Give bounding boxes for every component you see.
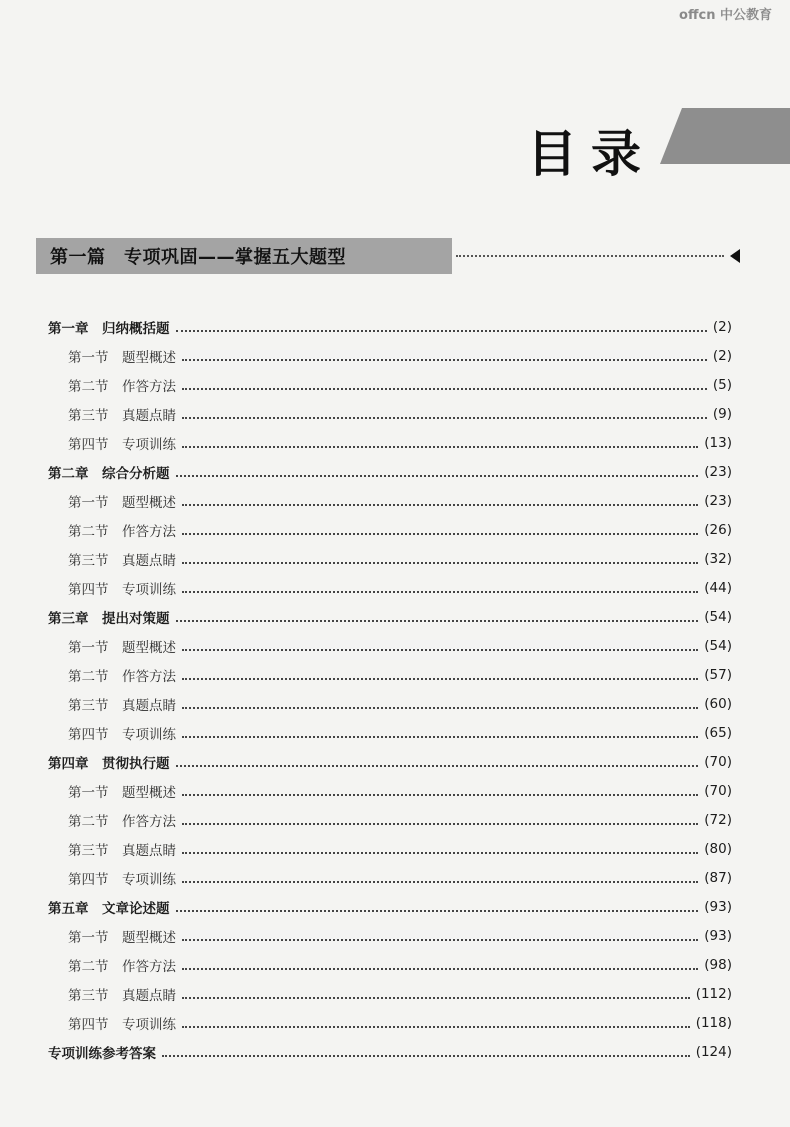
toc-entry-label: 第二节 作答方法	[68, 813, 176, 830]
toc-entry-page: (93)	[704, 898, 732, 915]
toc-entry-page: (5)	[712, 376, 732, 393]
toc-entry-label: 第一节 题型概述	[68, 494, 176, 511]
toc-entry-label: 第二章 综合分析题	[48, 465, 170, 482]
toc-entry-page: (2)	[712, 347, 732, 364]
toc-entry-page: (98)	[704, 956, 732, 973]
toc-section-row[interactable]	[48, 863, 732, 892]
toc-entry-page: (2)	[712, 318, 732, 335]
toc-section-row[interactable]	[48, 921, 732, 950]
toc-entry-label: 第一节 题型概述	[68, 784, 176, 801]
toc-entry-label: 第一节 题型概述	[68, 349, 176, 366]
leader-dots	[182, 504, 698, 506]
toc-entry-label: 第一节 题型概述	[68, 929, 176, 946]
toc-entry-label: 第三节 真题点睛	[68, 552, 176, 569]
part-leader-dots	[456, 255, 724, 257]
toc-chapter-row[interactable]	[48, 892, 732, 921]
toc-entry-label: 第四节 专项训练	[68, 871, 176, 888]
leader-dots	[182, 852, 698, 854]
toc-entry-label: 第三节 真题点睛	[68, 987, 176, 1004]
leader-dots	[182, 678, 698, 680]
toc-entry-label: 第四章 贯彻执行题	[48, 755, 170, 772]
toc-section-row[interactable]	[48, 1008, 732, 1037]
leader-dots	[182, 533, 698, 535]
part-heading-box	[36, 238, 452, 274]
toc-section-row[interactable]	[48, 660, 732, 689]
toc-list	[48, 312, 732, 1066]
brand-logo: offcn 中公教育	[679, 8, 772, 23]
toc-entry-page: (118)	[695, 1014, 732, 1031]
toc-entry-label: 第二节 作答方法	[68, 958, 176, 975]
toc-section-row[interactable]	[48, 689, 732, 718]
toc-entry-label: 第一节 题型概述	[68, 639, 176, 656]
leader-dots	[182, 794, 698, 796]
toc-chapter-row[interactable]	[48, 312, 732, 341]
toc-section-row[interactable]	[48, 544, 732, 573]
leader-dots	[182, 388, 707, 390]
toc-entry-page: (13)	[704, 434, 732, 451]
page-title: 目录	[527, 124, 655, 183]
leader-dots	[176, 620, 699, 622]
toc-entry-label: 第四节 专项训练	[68, 436, 176, 453]
leader-dots	[182, 968, 698, 970]
toc-entry-page: (80)	[704, 840, 732, 857]
toc-section-row[interactable]	[48, 834, 732, 863]
toc-section-row[interactable]	[48, 718, 732, 747]
toc-entry-page: (23)	[704, 463, 732, 480]
title-block	[0, 108, 790, 188]
toc-chapter-row[interactable]	[48, 457, 732, 486]
toc-section-row[interactable]	[48, 573, 732, 602]
toc-section-row[interactable]	[48, 950, 732, 979]
part-heading	[36, 238, 740, 274]
toc-entry-label: 第四节 专项训练	[68, 1016, 176, 1033]
toc-section-row[interactable]	[48, 428, 732, 457]
toc-entry-label: 第二节 作答方法	[68, 378, 176, 395]
toc-section-row[interactable]	[48, 776, 732, 805]
toc-entry-page: (72)	[704, 811, 732, 828]
leader-dots	[182, 591, 698, 593]
toc-entry-page: (54)	[704, 637, 732, 654]
arrow-left-icon	[730, 249, 740, 263]
leader-dots	[182, 939, 698, 941]
part-heading-label: 第一篇 专项巩固——掌握五大题型	[50, 247, 346, 268]
leader-dots	[176, 765, 699, 767]
toc-section-row[interactable]	[48, 399, 732, 428]
toc-entry-page: (112)	[695, 985, 732, 1002]
leader-dots	[182, 417, 707, 419]
leader-dots	[182, 707, 698, 709]
toc-section-row[interactable]	[48, 486, 732, 515]
toc-entry-page: (54)	[704, 608, 732, 625]
toc-entry-page: (9)	[712, 405, 732, 422]
toc-chapter-row[interactable]	[48, 602, 732, 631]
toc-entry-page: (70)	[704, 753, 732, 770]
toc-entry-page: (32)	[704, 550, 732, 567]
toc-section-row[interactable]	[48, 805, 732, 834]
toc-entry-page: (23)	[704, 492, 732, 509]
toc-entry-page: (124)	[695, 1043, 732, 1060]
toc-entry-page: (93)	[704, 927, 732, 944]
toc-entry-page: (44)	[704, 579, 732, 596]
leader-dots	[182, 881, 698, 883]
toc-entry-page: (70)	[704, 782, 732, 799]
toc-section-row[interactable]	[48, 515, 732, 544]
leader-dots	[162, 1055, 690, 1057]
toc-entry-label: 第二节 作答方法	[68, 523, 176, 540]
leader-dots	[182, 649, 698, 651]
leader-dots	[182, 997, 690, 999]
toc-entry-label: 第五章 文章论述题	[48, 900, 170, 917]
toc-section-row[interactable]	[48, 341, 732, 370]
toc-chapter-row[interactable]	[48, 1037, 732, 1066]
leader-dots	[182, 562, 698, 564]
leader-dots	[182, 359, 707, 361]
toc-entry-page: (60)	[704, 695, 732, 712]
title-accent-bar	[660, 108, 790, 164]
toc-chapter-row[interactable]	[48, 747, 732, 776]
toc-entry-label: 第四节 专项训练	[68, 581, 176, 598]
leader-dots	[182, 823, 698, 825]
leader-dots	[182, 1026, 690, 1028]
toc-entry-label: 第三节 真题点睛	[68, 842, 176, 859]
toc-entry-label: 第三章 提出对策题	[48, 610, 170, 627]
toc-entry-label: 第二节 作答方法	[68, 668, 176, 685]
leader-dots	[182, 446, 698, 448]
toc-section-row[interactable]	[48, 370, 732, 399]
toc-entry-label: 第三节 真题点睛	[68, 407, 176, 424]
toc-entry-page: (57)	[704, 666, 732, 683]
leader-dots	[176, 330, 707, 332]
toc-entry-label: 专项训练参考答案	[48, 1045, 156, 1062]
leader-dots	[176, 910, 699, 912]
toc-entry-page: (65)	[704, 724, 732, 741]
leader-dots	[182, 736, 698, 738]
toc-entry-label: 第一章 归纳概括题	[48, 320, 170, 337]
toc-entry-page: (26)	[704, 521, 732, 538]
toc-entry-label: 第四节 专项训练	[68, 726, 176, 743]
toc-section-row[interactable]	[48, 979, 732, 1008]
toc-section-row[interactable]	[48, 631, 732, 660]
leader-dots	[176, 475, 699, 477]
toc-entry-page: (87)	[704, 869, 732, 886]
toc-entry-label: 第三节 真题点睛	[68, 697, 176, 714]
